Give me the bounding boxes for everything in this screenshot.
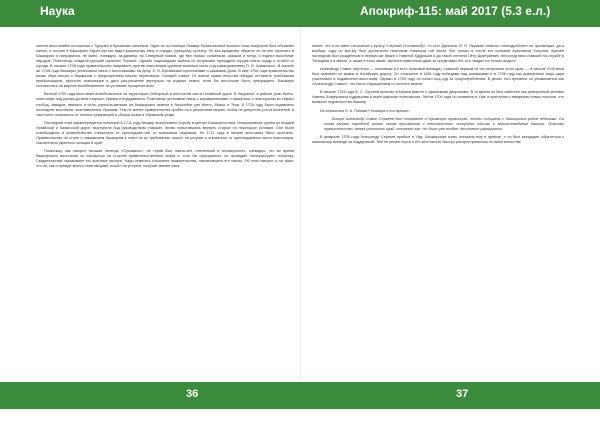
header-bar (0, 0, 600, 27)
paragraph: Поскольку, как говорит ханская легенда «Сухаманы», не теряя был назна-чен, пленённый в непокорность, очевидно, что во время башкирского восстания он находился на стороне правительственных войск и, хоть бы официально, но проводил «антирусскую» политику. Свидетельства показывают его военные заслуги. Надо отметить сношения правительства, назначившего его ханом. Об этом говорит и тот факт, что он, как и прежде воюя с повстанцами, пошёл на уступки, получив звание хана. (36, 148, 294, 169)
page-number-left: 36 (186, 388, 199, 400)
paragraph: Последний этап характеризуется попыткой в 1711 году башкир возобновить борьбу в центре Башкортостана. Инициативная группа из вождей Ногайской и Казан-ской дорог, выступила под руководством старшин, вновь попытавшись вернуть старые на некоторые условия. Они были освобождены и правительство отказалось от преследова-ний, от взыскания недоимок. Но 1711 года в начале восстания было окончено. Правительство не стало с наказанием башкирам в ответ на их требования, пошло на уступки и отказалось от преследования части повстанцев, значительно укрепило позиции в крае. (36, 120, 294, 145)
paragraph: В начале 1704 года А. С. Сергеев проехал в Казани вместе с уфимскими дворянами. В то время он был известен как доверенный человек Никиты Алфёровича Кудряшова и имел широкие полномочия. Летом 1704 года он появился в Уфе и приступил к введению новых налогов, что вызвало недовольство башкир. (312, 90, 564, 105)
paragraph: нение, что и он имел отношение к культу «Черный (Хохлаткой)», то есть Данияла. Й. Я. Якушкин немного «неподробнее» не просвещал, да и вообще, судя по все-му, был достаточно типичным ловкачом той эпохи. Вот только в числе его сыновей Арисланов Хохолов, причём последний был рождённым в первом же браке с Никитой Кудряшов и до такой степени Пётр Дмитриевич, впоследствии ставший на службе в Татищева и в имени, а также в этом связи, являлся известным даже за пределами тех, кто «видал не только видал». (312, 44, 564, 64)
footer-bar (0, 382, 600, 409)
right-page-text (312, 44, 564, 366)
paragraph: Из сочинения Н. А. Попова «Татищев и его время»: (320, 108, 410, 113)
page-number-right: 37 (456, 388, 469, 400)
paragraph: Весной 1709 года восстание возобновилось на территории Сибирской и восточной части Ногайской дорог. В Зауралье, в районе реки Исеть, повстанцы под руково-дством старшин Уразая и Кодадавлета. Повстанцы устанавли связь с караваловскими и связались с некоторыми из старых слобод, заводов, явились и сёла, распола-женные на башкирских землях в басссейне рек Исеть, Миасс и Теча. В 1710 году было подавлено последнее восстание, возглавленное Уразаем. Тем не менее правительство прибег-ло к различным мерам, чтобы не допустить роста волнений, в частности отказалось от полных реквизиций и сборов ясака в Уфимском уезде. (36, 92, 294, 117)
block-quote (324, 117, 564, 132)
section-title: Наука (40, 4, 75, 18)
quote-paragraph: Вскоре Александр Сомин Сергеев был отправлен в Уфимскую провинцию, чтобы собирать с башкирских родов недоимки. Он снова вызвал народный ропот своим произволом и жестокостью, оскорбляя обычаи и вероисповедание башкир. Поэтому правительство, желая успокоить край, отозвало его. Но было уже поздно: восстание разгоралось. (324, 116, 564, 131)
paragraph: Александр Сомин Чертенко — полковник (то есть полковой воевода), ставший первым из тех генералов этого края, — в начале XVIII века был назначен из армии в Ногайскую дорогу. Он отличился в 1681 году победами над калмыками и в 1708 году как доверенное лицо царя участвовал в подавлении восстания. Однако в 1709 году он попал под суд за злоупотребления. В делах того времени он упоминается как «Александр Сомин», что было сокращением от полного имени. (312, 67, 564, 87)
paragraph: В феврале 1705 года Александр Сергеев прибыл в Уфу. Башкирская знать отказала ему в приёме, и он был вынужден обратиться к казанскому воеводе за поддержкой. Тем не менее слухи о его жестокости быстро распространились по всем волостям. (312, 134, 564, 144)
page-gutter (300, 27, 301, 382)
left-page-text (36, 44, 294, 366)
paragraph: занное восстанием отношения с Турцией и Крымским ханством. Один из по-сланцов башкир Юрматынской волости Азак Аккусуков был объявлен ханом, а послан в Башкирию Мурат-султан вздел крымскому хану и отряды турецкому султану. По воз-вращении обратно он не мог проехать в Башкирию и направился, не имея, очевидно, за-данием, на Северный Кавказ, где вел поиски союзников, казаков и татар, и поднял восстание народов. Повстанцы осадили русский гарнизон Терской. Однако подошедшие войска из Астрахани принудили горцев снять осаду и отойти от города. В начале 1708 года правительство направило против повстанцев крупные военные силы под командованием П. И. Хованского. В апреле же 1708 года башкиры установили связь с восставшими на Дону. К. Я. Булавиным крестьянами и казаками Дона. В мае 1708 года правительство вновь обра-тилось к башкирам с предложением начать переговоры. Ханской отверг. От имени прави-тельства обещал отставить требования прибыльщиков, простить повстанцев и дать раз-решение вернуться на родные земли, если бы восстание было прекращено. Башкиры согласились на мирное возобновление на условиях прощения всех. (36, 44, 294, 89)
issue-title: Апокриф-115: май 2017 (5.3 е.л.) (360, 4, 551, 18)
